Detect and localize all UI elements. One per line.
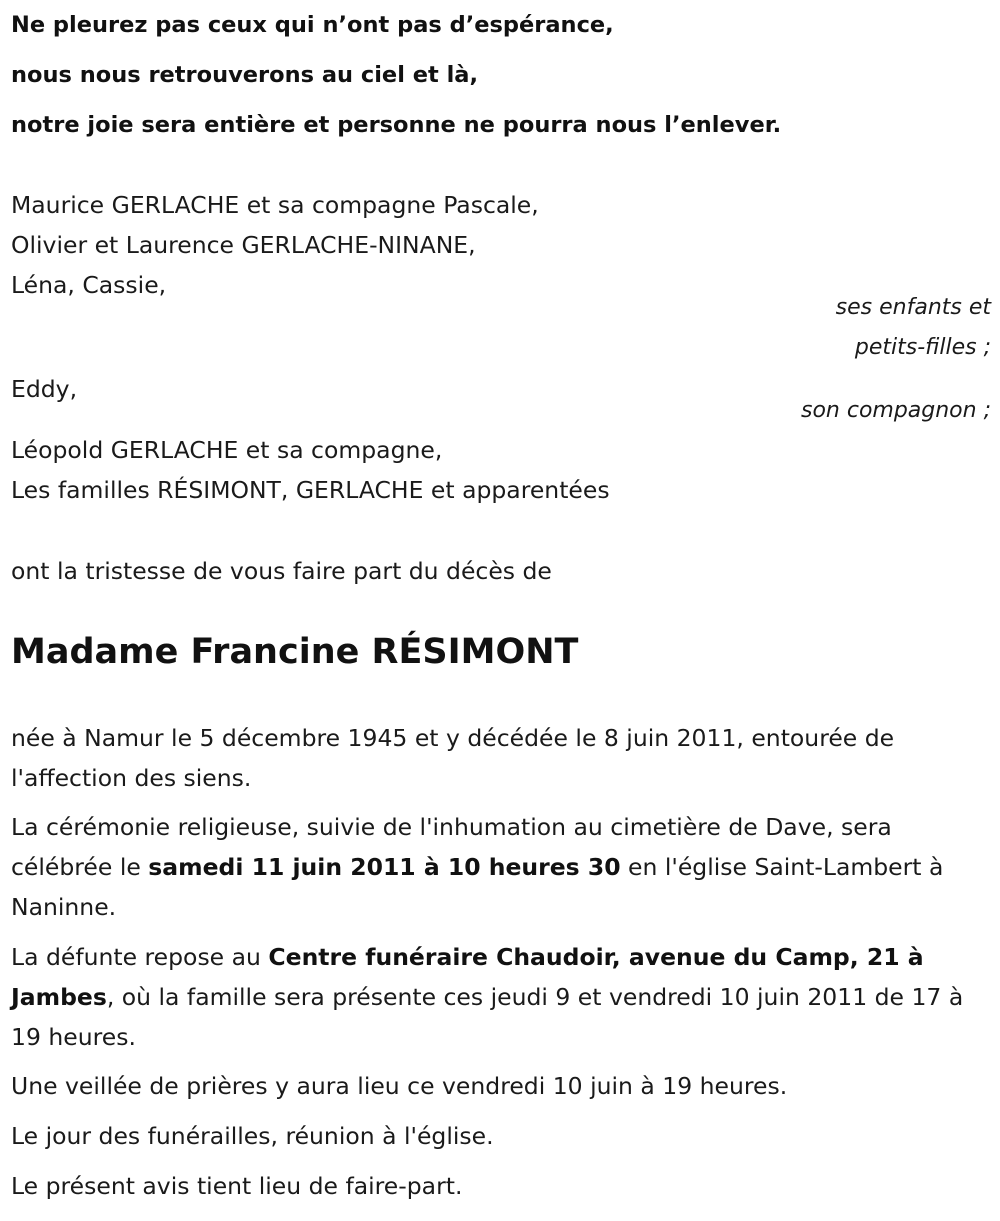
deceased-name: Madame Francine RÉSIMONT	[11, 632, 579, 672]
funeral-day-paragraph: Le jour des funérailles, réunion à l'église.	[11, 1122, 494, 1150]
rest-paragraph	[11, 937, 996, 1057]
family-line-leopold: Léopold GERLACHE et sa compagne,	[11, 436, 443, 464]
rest-text-before: La défunte repose au	[11, 943, 269, 971]
relation-granddaughters: petits-filles ;	[854, 335, 991, 360]
family-line-eddy: Eddy,	[11, 375, 78, 403]
vigil-paragraph: Une veillée de prières y aura lieu ce vendredi 10 juin à 19 heures.	[11, 1072, 788, 1100]
birth-death-paragraph: née à Namur le 5 décembre 1945 et y décédée le 8 juin 2011, entourée de l'affection des siens.	[11, 724, 895, 792]
quote-line-2: nous nous retrouverons au ciel et là,	[11, 62, 479, 88]
ceremony-paragraph	[11, 807, 996, 927]
ceremony-text-after: en l'église Saint-Lambert à Naninne.	[11, 853, 944, 921]
relation-companion: son compagnon ;	[800, 398, 991, 423]
quote-line-1: Ne pleurez pas ceux qui n’ont pas d’espérance,	[11, 12, 614, 38]
rest-location: Centre funéraire Chaudoir, avenue du Camp, 21 à Jambes	[11, 943, 924, 1011]
ceremony-text-before: La cérémonie religieuse, suivie de l'inhumation au cimetière de Dave, sera célébrée le	[11, 813, 892, 881]
family-line-families: Les familles RÉSIMONT, GERLACHE et apparentées	[11, 476, 610, 504]
ceremony-date: samedi 11 juin 2011 à 10 heures 30	[148, 853, 621, 881]
family-line-olivier: Olivier et Laurence GERLACHE-NINANE,	[11, 231, 476, 259]
rest-text-after: , où la famille sera présente ces jeudi 9 et vendredi 10 juin 2011 de 17 à 19 heures.	[11, 983, 964, 1051]
family-line-grandchildren: Léna, Cassie,	[11, 271, 167, 299]
quote-line-3: notre joie sera entière et personne ne pourra nous l’enlever.	[11, 112, 782, 138]
announcement-line: ont la tristesse de vous faire part du décès de	[11, 557, 552, 585]
family-line-maurice: Maurice GERLACHE et sa compagne Pascale,	[11, 191, 539, 219]
notice-paragraph: Le présent avis tient lieu de faire-part.	[11, 1172, 463, 1200]
relation-children: ses enfants et	[835, 295, 991, 320]
